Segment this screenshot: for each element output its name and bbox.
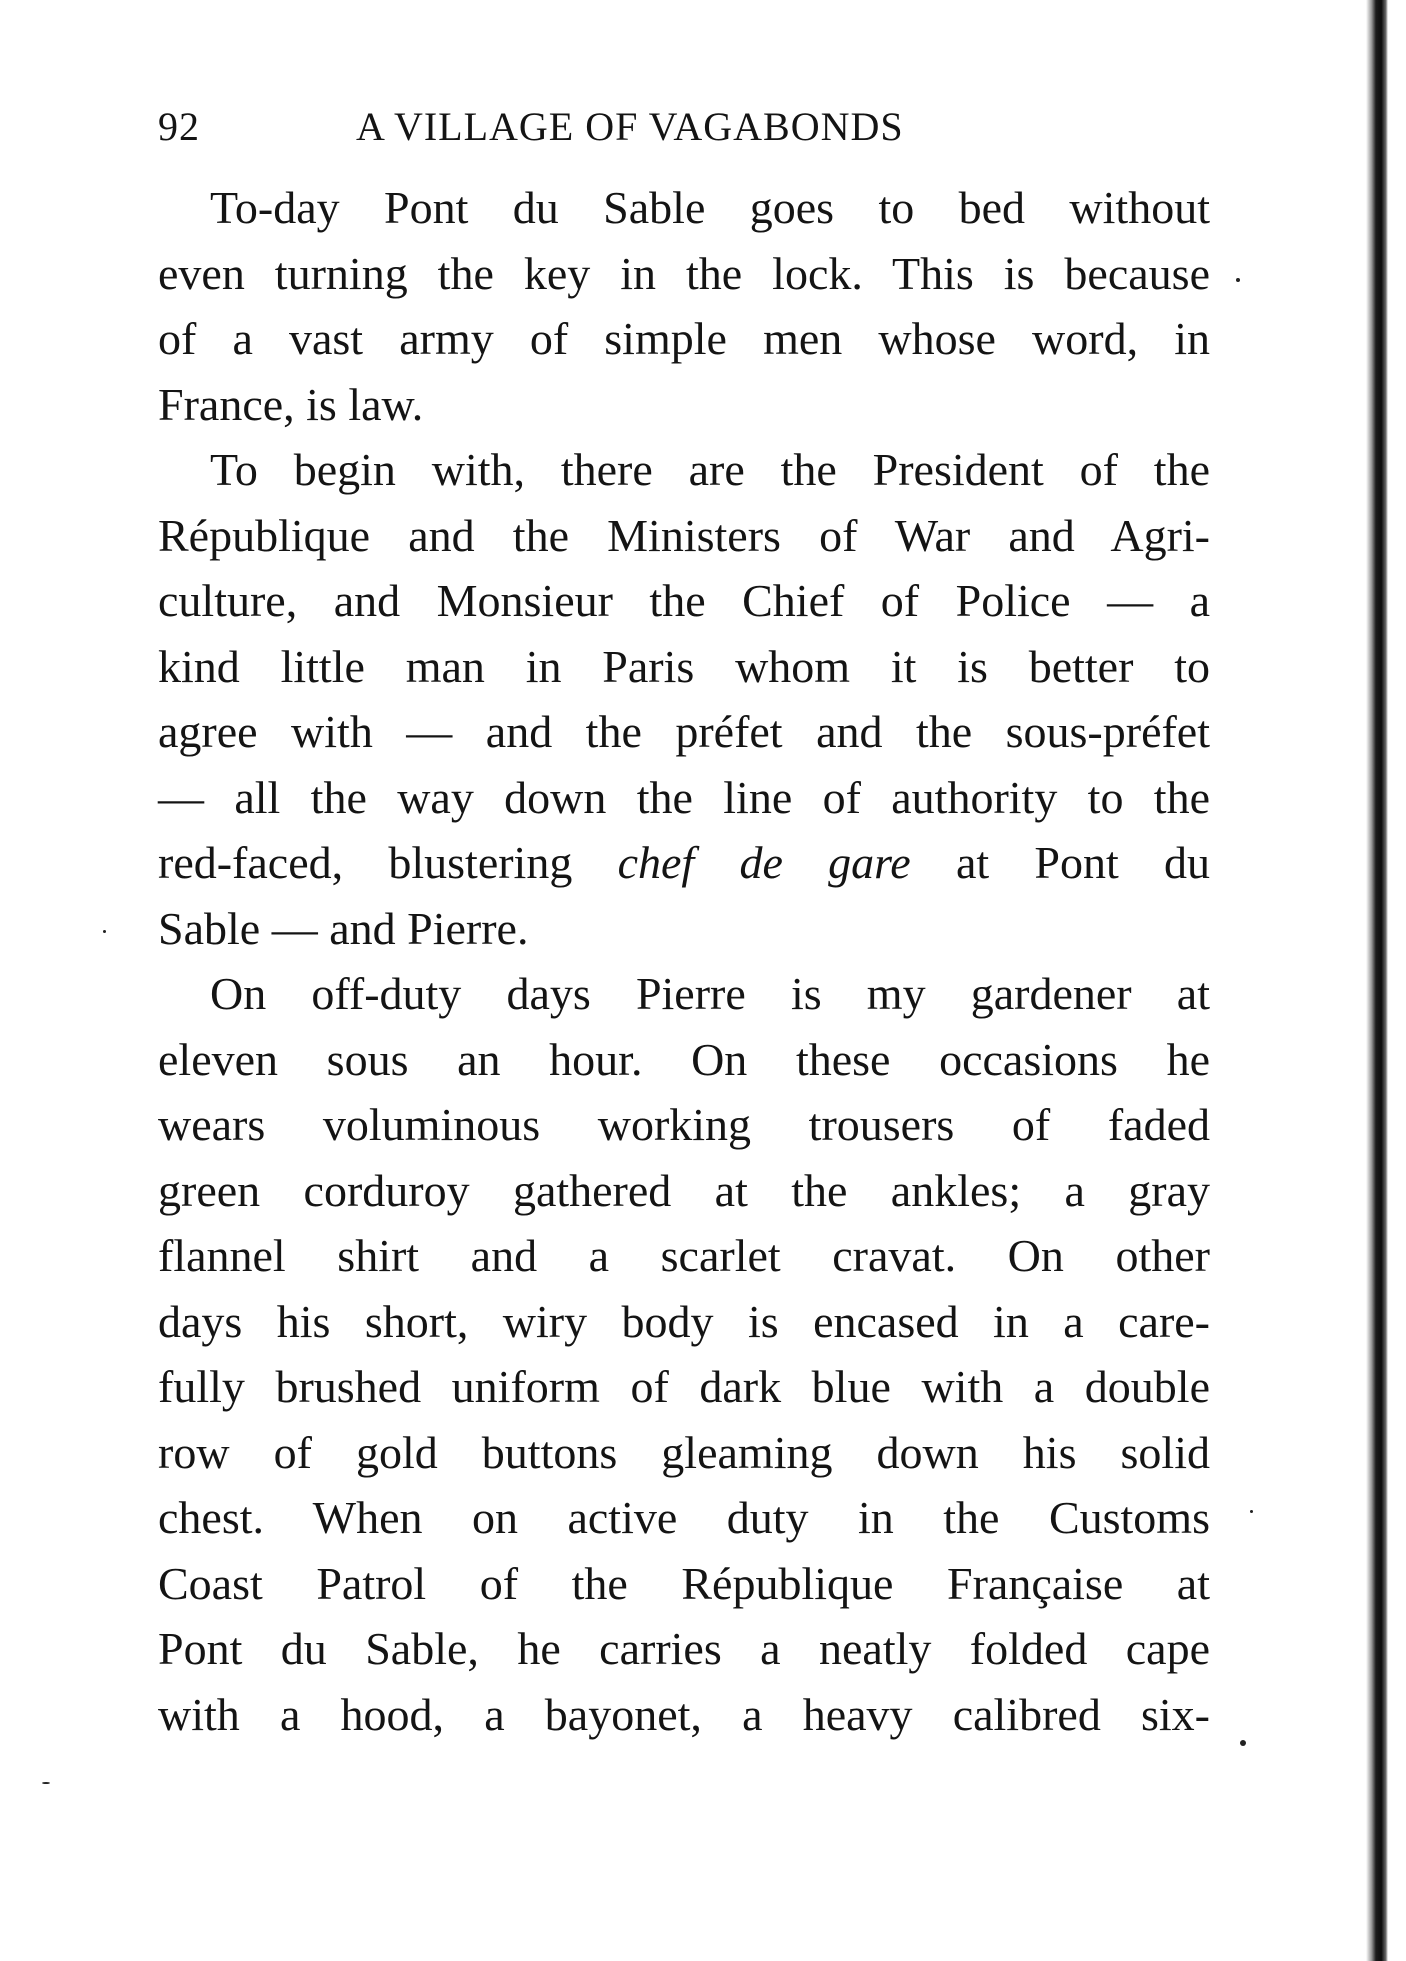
text-line: To begin with, there are the President of the [210, 444, 1210, 495]
ink-speck [1240, 1740, 1246, 1746]
text-line: fully brushed uniform of dark blue with a double [158, 1361, 1210, 1412]
text-line: culture, and Monsieur the Chief of Police — a [158, 575, 1210, 626]
text-line: République and the Ministers of War and Agri- [158, 509, 1210, 561]
paragraph [158, 961, 1210, 1747]
text-line: kind little man in Paris whom it is better to [158, 640, 1210, 692]
text-line: eleven sous an hour. On these occasions he [158, 1033, 1210, 1085]
text-line: agree with — and the préfet and the sous-préfet [158, 706, 1210, 757]
text-fragment: at Pont du [910, 837, 1210, 888]
text-line: with a hood, a bayonet, a heavy calibred six- [158, 1688, 1210, 1740]
running-header [158, 102, 1010, 152]
italic-phrase: chef de gare [617, 837, 911, 888]
text-line: days his short, wiry body is encased in a care- [158, 1295, 1210, 1347]
text-line: wears voluminous working trousers of faded [158, 1099, 1210, 1150]
text-line: On off-duty days Pierre is my gardener at [210, 968, 1210, 1019]
text-line: To-day Pont du Sable goes to bed without [210, 182, 1210, 233]
text-line [158, 830, 1210, 896]
text-line: flannel shirt and a scarlet cravat. On other [158, 1230, 1210, 1281]
text-line: chest. When on active duty in the Customs [158, 1492, 1210, 1543]
ink-speck [103, 930, 106, 933]
ink-speck [1236, 278, 1240, 282]
text-line: even turning the key in the lock. This is because [158, 247, 1210, 299]
ink-speck [1250, 1510, 1253, 1513]
book-binding-shadow [1366, 0, 1388, 1961]
text-line: Sable — and Pierre. [158, 902, 529, 954]
ink-speck [42, 1782, 50, 1784]
running-title: A VILLAGE OF VAGABONDS [356, 104, 904, 149]
text-line: Coast Patrol of the République Française at [158, 1557, 1210, 1609]
text-line: row of gold buttons gleaming down his solid [158, 1426, 1210, 1478]
text-fragment: red-faced, blustering [158, 837, 618, 888]
text-line: France, is law. [158, 378, 424, 430]
paragraph [158, 437, 1210, 961]
text-line: of a vast army of simple men whose word, in [158, 313, 1210, 364]
text-line: green corduroy gathered at the ankles; a gray [158, 1164, 1210, 1216]
text-line: Pont du Sable, he carries a neatly folded cape [158, 1623, 1210, 1674]
text-line: — all the way down the line of authority to the [158, 771, 1210, 823]
paragraph [158, 175, 1210, 437]
page-number: 92 [158, 104, 200, 149]
